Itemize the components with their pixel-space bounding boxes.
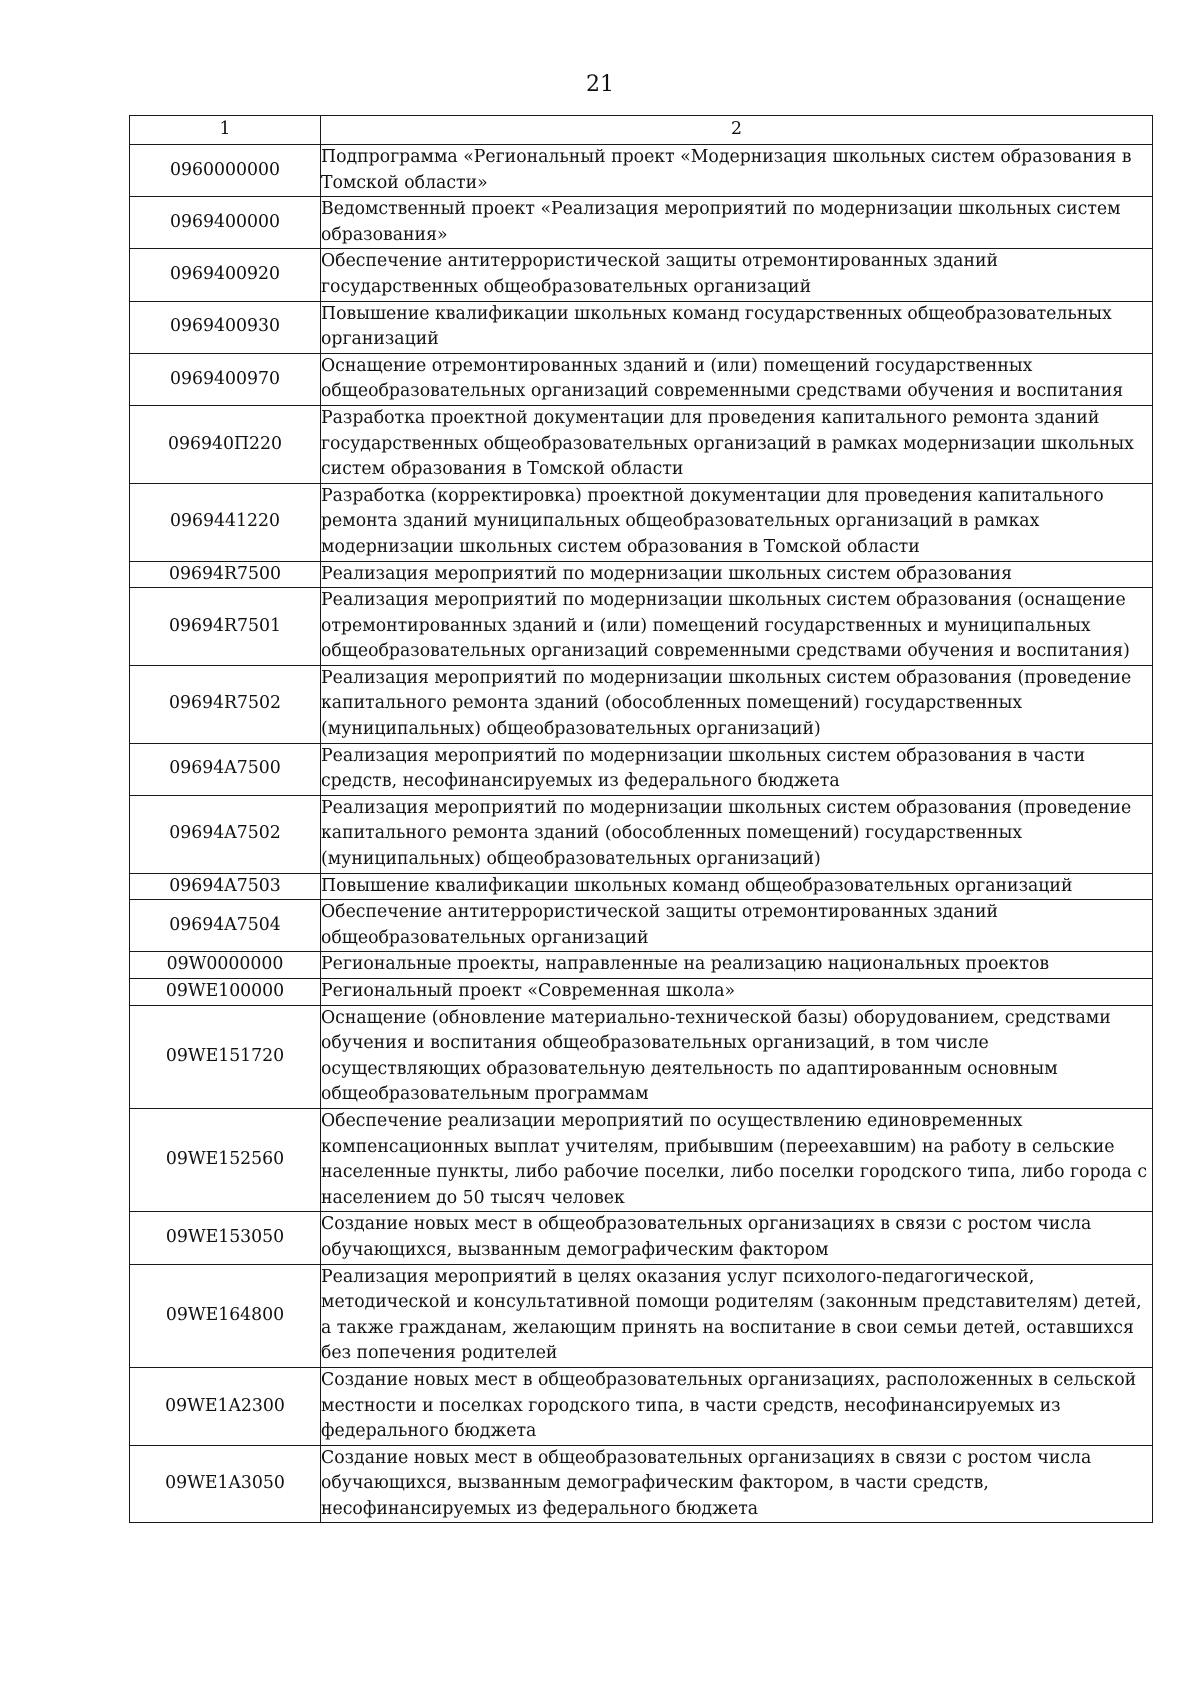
table-row — [130, 1445, 1153, 1523]
row-description: Реализация мероприятий по модернизации школьных систем образования (проведение капитального ремонта зданий (обособленных помещений) государственных (муниципальных) общеобразовательных организаций) — [321, 795, 1153, 873]
row-code: 0960000000 — [130, 145, 321, 197]
table-row — [130, 353, 1153, 405]
row-description: Региональный проект «Современная школа» — [321, 979, 1153, 1006]
row-description: Разработка (корректировка) проектной документации для проведения капитального ремонта зданий муниципальных общеобразовательных организаций в рамках модернизации школьных систем образования в Томской области — [321, 483, 1153, 561]
row-code: 09WE1A2300 — [130, 1367, 321, 1445]
row-code: 09694R7500 — [130, 561, 321, 588]
table-row — [130, 249, 1153, 301]
row-code: 0969400930 — [130, 301, 321, 353]
row-description: Повышение квалификации школьных команд общеобразовательных организаций — [321, 873, 1153, 900]
row-description: Создание новых мест в общеобразовательных организациях, расположенных в сельской местности и поселках городского типа, в части средств, несофинансируемых из федерального бюджета — [321, 1367, 1153, 1445]
table-row — [130, 1264, 1153, 1367]
row-code: 09WE1A3050 — [130, 1445, 321, 1523]
table-row — [130, 301, 1153, 353]
row-code: 09WE152560 — [130, 1108, 321, 1211]
row-code: 0969400000 — [130, 197, 321, 249]
table-row — [130, 405, 1153, 483]
row-code: 09694A7502 — [130, 795, 321, 873]
row-description: Разработка проектной документации для проведения капитального ремонта зданий государственных общеобразовательных организаций в рамках модернизации школьных систем образования в Томской области — [321, 405, 1153, 483]
row-description: Оснащение отремонтированных зданий и (или) помещений государственных общеобразовательных организаций современными средствами обучения и воспитания — [321, 353, 1153, 405]
row-description: Повышение квалификации школьных команд государственных общеобразовательных организаций — [321, 301, 1153, 353]
column-header-code: 1 — [130, 116, 321, 145]
row-description: Реализация мероприятий по модернизации школьных систем образования (проведение капитального ремонта зданий (обособленных помещений) государственных (муниципальных) общеобразовательных организаций) — [321, 665, 1153, 743]
table-row — [130, 952, 1153, 979]
row-code: 09WE153050 — [130, 1212, 321, 1264]
row-code: 0969400970 — [130, 353, 321, 405]
row-description: Реализация мероприятий по модернизации школьных систем образования — [321, 561, 1153, 588]
row-description: Ведомственный проект «Реализация мероприятий по модернизации школьных систем образования» — [321, 197, 1153, 249]
column-header-description: 2 — [321, 116, 1153, 145]
table-row — [130, 145, 1153, 197]
row-description: Обеспечение антитеррористической защиты отремонтированных зданий общеобразовательных организаций — [321, 900, 1153, 952]
table-row — [130, 483, 1153, 561]
row-code: 09WE151720 — [130, 1005, 321, 1108]
row-description: Региональные проекты, направленные на реализацию национальных проектов — [321, 952, 1153, 979]
row-code: 09WE164800 — [130, 1264, 321, 1367]
row-code: 0969441220 — [130, 483, 321, 561]
table-row — [130, 1108, 1153, 1211]
row-code: 09WE100000 — [130, 979, 321, 1006]
row-code: 096940П220 — [130, 405, 321, 483]
row-description: Реализация мероприятий по модернизации школьных систем образования в части средств, несофинансируемых из федерального бюджета — [321, 743, 1153, 795]
budget-code-table — [129, 115, 1153, 1523]
table-row — [130, 1005, 1153, 1108]
table-row — [130, 1367, 1153, 1445]
table-row — [130, 900, 1153, 952]
table-row — [130, 197, 1153, 249]
table-row — [130, 873, 1153, 900]
row-description: Создание новых мест в общеобразовательных организациях в связи с ростом числа обучающихся, вызванным демографическим фактором, в части средств, несофинансируемых из федерального бюджета — [321, 1445, 1153, 1523]
row-code: 09W0000000 — [130, 952, 321, 979]
row-description: Обеспечение антитеррористической защиты отремонтированных зданий государственных общеобразовательных организаций — [321, 249, 1153, 301]
table-row — [130, 795, 1153, 873]
table-header-row — [130, 116, 1153, 145]
page-number: 21 — [586, 72, 614, 97]
row-code: 09694A7503 — [130, 873, 321, 900]
row-description: Подпрограмма «Региональный проект «Модернизация школьных систем образования в Томской области» — [321, 145, 1153, 197]
row-code: 09694A7500 — [130, 743, 321, 795]
row-description: Реализация мероприятий по модернизации школьных систем образования (оснащение отремонтированных зданий и (или) помещений государственных и муниципальных общеобразовательных организаций современными средствами обучения и воспитания) — [321, 588, 1153, 666]
table-row — [130, 561, 1153, 588]
row-code: 0969400920 — [130, 249, 321, 301]
row-description: Оснащение (обновление материально-технической базы) оборудованием, средствами обучения и воспитания общеобразовательных организаций, в том числе осуществляющих образовательную деятельность по адаптированным основным общеобразовательным программам — [321, 1005, 1153, 1108]
table-row — [130, 588, 1153, 666]
row-code: 09694R7501 — [130, 588, 321, 666]
table-row — [130, 979, 1153, 1006]
row-description: Реализация мероприятий в целях оказания услуг психолого-педагогической, методической и консультативной помощи родителям (законным представителям) детей, а также гражданам, желающим принять на воспитание в свои семьи детей, оставшихся без попечения родителей — [321, 1264, 1153, 1367]
row-description: Обеспечение реализации мероприятий по осуществлению единовременных компенсационных выплат учителям, прибывшим (переехавшим) на работу в сельские населенные пункты, либо рабочие поселки, либо поселки городского типа, либо города с населением до 50 тысяч человек — [321, 1108, 1153, 1211]
table-row — [130, 1212, 1153, 1264]
row-code: 09694R7502 — [130, 665, 321, 743]
row-description: Создание новых мест в общеобразовательных организациях в связи с ростом числа обучающихся, вызванным демографическим фактором — [321, 1212, 1153, 1264]
table-row — [130, 665, 1153, 743]
row-code: 09694A7504 — [130, 900, 321, 952]
table-row — [130, 743, 1153, 795]
